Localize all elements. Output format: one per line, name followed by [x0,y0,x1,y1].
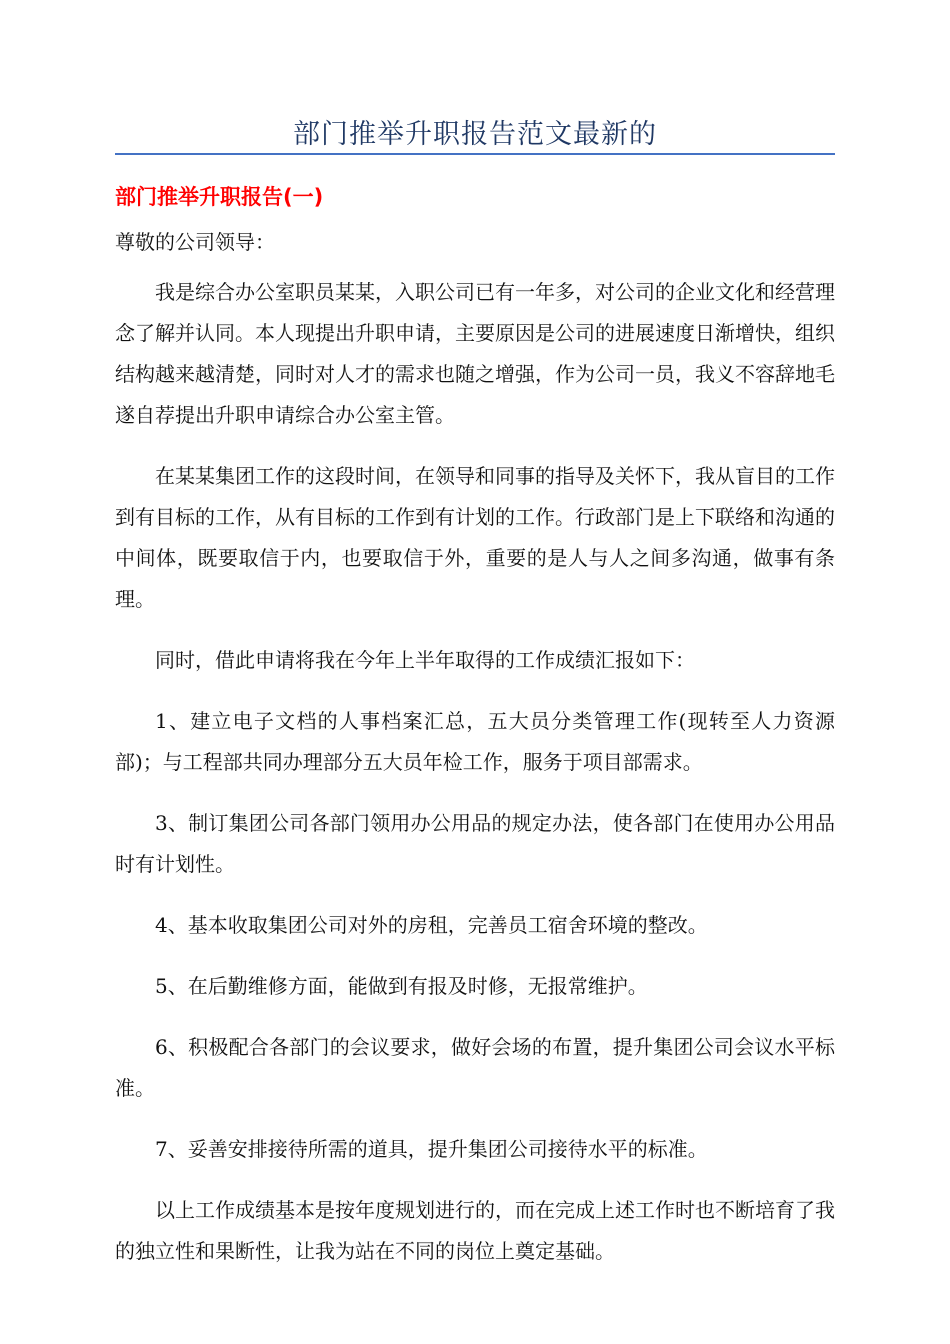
list-item: 1、建立电子文档的人事档案汇总，五大员分类管理工作(现转至人力资源部)；与工程部共同办理部分五大员年检工作，服务于项目部需求。 [115,709,835,774]
paragraph: 在某某集团工作的这段时间，在领导和同事的指导及关怀下，我从盲目的工作到有目标的工作，从有目标的工作到有计划的工作。行政部门是上下联络和沟通的中间体，既要取信于内，也要取信于外，重要的是人与人之间多沟通，做事有条理。 [115,464,835,611]
list-item: 3、制订集团公司各部门领用办公用品的规定办法，使各部门在使用办公用品时有计划性。 [115,811,835,876]
paragraph: 以上工作成绩基本是按年度规划进行的，而在完成上述工作时也不断培育了我的独立性和果断性，让我为站在不同的岗位上奠定基础。 [115,1198,835,1263]
list-item: 4、基本收取集团公司对外的房租，完善员工宿舍环境的整改。 [155,913,708,937]
list-item: 5、在后勤维修方面，能做到有报及时修，无报常维护。 [155,974,648,998]
section-heading: 部门推举升职报告(一) [115,185,324,209]
document-title: 部门推举升职报告范文最新的 [293,119,657,150]
document-body [115,224,835,1292]
paragraph: 我是综合办公室职员某某，入职公司已有一年多，对公司的企业文化和经营理念了解并认同。本人现提出升职申请，主要原因是公司的进展速度日渐增快，组织结构越来越清楚，同时对人才的需求也随之增强，作为公司一员，我义不容辞地毛遂自荐提出升职申请综合办公室主管。 [115,280,835,427]
salutation: 尊敬的公司领导： [115,230,275,254]
list-item: 7、妥善安排接待所需的道具，提升集团公司接待水平的标准。 [155,1137,708,1161]
paragraph: 同时，借此申请将我在今年上半年取得的工作成绩汇报如下： [155,648,695,672]
title-underline [115,153,835,155]
list-item: 6、积极配合各部门的会议要求，做好会场的布置，提升集团公司会议水平标准。 [115,1035,835,1100]
